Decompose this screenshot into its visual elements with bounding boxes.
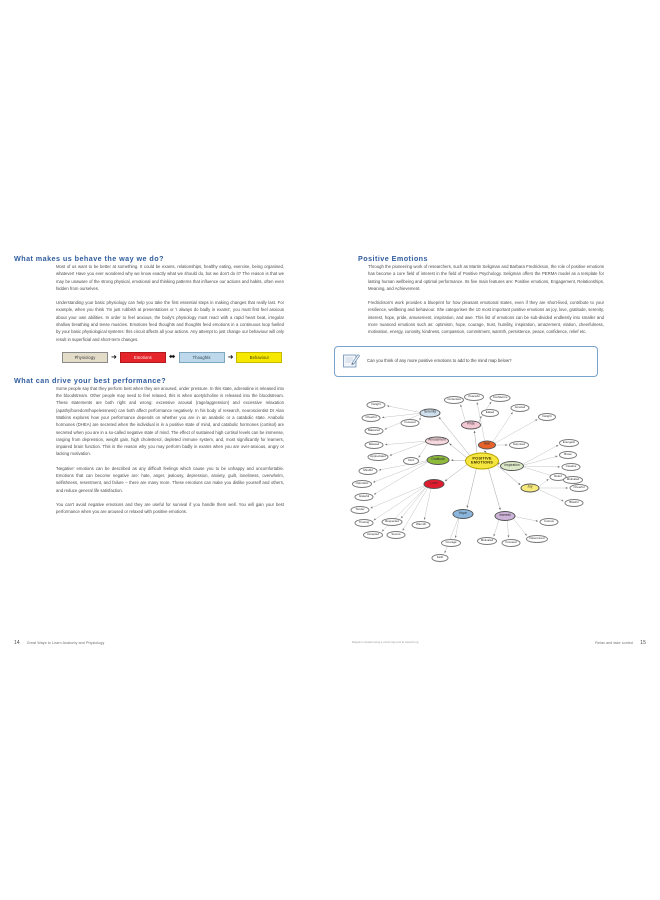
flow-box-thoughts: Thoughts xyxy=(179,352,225,363)
left-body-column-1 xyxy=(56,263,284,343)
mind-map-node: Awe xyxy=(478,440,496,449)
callout-text: Can you think of any more positive emotions to add to the mind map below? xyxy=(367,357,512,363)
mind-map-node: Love xyxy=(424,479,445,489)
footer-right xyxy=(595,640,646,646)
mind-map-node: Relief xyxy=(550,473,567,481)
mind-map-node: Joy xyxy=(521,483,540,492)
mind-map-node: Respected xyxy=(382,518,403,526)
mind-map-node: Cheerful xyxy=(362,414,381,422)
mind-map-node: Contented xyxy=(444,396,464,404)
mind-map-node: Gratitude xyxy=(427,455,450,465)
mind-map-node: Grateful xyxy=(355,493,374,501)
right-page xyxy=(330,255,646,655)
mind-map-node: Appreciated xyxy=(368,453,389,461)
mind-map-node: Optimistic xyxy=(352,480,372,488)
flow-box-physiology: Physiology xyxy=(62,352,108,363)
arrow-bidirectional-icon: ⬌ xyxy=(168,352,176,362)
arrow-right-icon: ➜ xyxy=(111,352,117,361)
page-title-positive-emotions: Positive Emotions xyxy=(358,254,428,263)
mind-map-node: Interest xyxy=(495,511,516,521)
positive-emotions-mind-map xyxy=(330,383,630,588)
mind-map-credit: Diagram created using a mind-map tool at www.ifl.org xyxy=(352,640,419,644)
mind-map-node: Focused xyxy=(401,419,420,427)
page-title-behaviour: What makes us behave the way we do? xyxy=(14,254,164,263)
flow-diagram xyxy=(62,352,330,363)
mind-map-node: Inspiration xyxy=(500,461,524,471)
mind-map-node: Amazed xyxy=(511,404,530,412)
footer-left xyxy=(14,640,104,646)
paragraph: Most of us want to be better at something. It could be exams, relationships, healthy eating, exercise, being organised, whatever! Have you ever wondered why we know exactly what we should do, but we don't do it? The reason is that we may be unaware of the strong physical, emotional and thinking patterns that influence our actions and habits, often even hidden from ourselves. xyxy=(56,263,284,291)
mind-map-node: Cheerful xyxy=(570,484,589,492)
notepad-pencil-icon xyxy=(341,351,361,371)
mind-map-node: Accepted xyxy=(363,531,383,539)
mind-map-node: Hope xyxy=(453,509,474,519)
paragraph: Some people say that they perform best when they are aroused, under pressure. In this state, adrenaline is released into the bloodstream. Other people may need to feel relaxed, this is when acetylcholine is released into the bloodstream. These statements are both right and wrong: excessive arousal (rage/aggression) and excessive relaxation (apathy/boredom/hopelessness) can both affect performance negatively. In his body of research, neuroscientist Dr Alan Watkins explores how your performance depends on whether you are in an anabolic or a catabolic state. Anabolic hormones (DHEA) are secreted when the individual is in a positive state of mind, and catabolic hormones (cortisol) are secreted when you are in a so-called negative state of mind. The effect of sustained high cortisol levels can be immense, ranging from depression, weight gain, high cholesterol, depleted immune system, and, most significantly for learners, impaired brain function. This is the reason why you may perform badly in exams when you are over-anxious, angry or lacking motivation. xyxy=(56,385,284,457)
mind-map-node: Peaceful xyxy=(464,393,484,401)
right-body-column xyxy=(368,263,604,336)
page-number: 15 xyxy=(640,640,646,646)
mind-map-node: Motivated xyxy=(477,537,497,545)
mind-map-node: Warmth xyxy=(412,521,431,529)
paragraph: Understanding your basic physiology can help you take the first essential steps in making changes that really last. For example, when you think 'I'm just rubbish at presentations or 'I always do badly in exams', you must first feel anxious about your own abilities. In order to feel anxious, the body's physiology must react with a rapid heart beat, irregular shallow breathing and tense muscles. Emotions feed thoughts and thoughts feed emotions in a continuous loop fuelled by your basic physiological systems: this circuit affects all your actions. Any attempt to just change our behaviour will only result in superficial and short-term changes. xyxy=(56,300,284,342)
page-number: 14 xyxy=(14,640,20,646)
mind-map-node: Delight xyxy=(367,401,386,409)
mind-map-node: Delight xyxy=(538,413,556,421)
mind-map-node: Creative xyxy=(562,463,581,471)
mind-map-node: Serenity xyxy=(420,408,441,417)
mind-map-node: Motivated xyxy=(563,476,583,484)
mind-map-node: Relaxed xyxy=(365,441,384,449)
footer-title: Relax and take control xyxy=(595,641,634,645)
mind-map-node: Confidence xyxy=(490,394,511,402)
mind-map-node: Energetic xyxy=(559,439,579,447)
flow-box-behaviour: Behaviour xyxy=(236,352,282,363)
mind-map-center-node: POSITIVE EMOTIONS xyxy=(465,452,499,469)
mind-map-node: Faith xyxy=(432,554,449,562)
left-page xyxy=(14,255,330,655)
mind-map-node: Blissful xyxy=(565,499,584,507)
paragraph: Fredrickson's work provides a blueprint for how pleasant emotional states, even if they are short-lived, contribute to your resilience, wellbeing and behaviour. She categorises the 10 most important positive emotions as joy, love, gratitude, serenity, interest, hope, pride, amusement, inspiration, and awe. This list of emotions can be sub-divided endlessly into smaller and more nuanced emotions such as: optimism, hope, courage, trust, humility, inspiration, amazement, elation, cheerfulness, motivation, energy, curiosity, kindness, compassion, commitment, warmth, persistence, peace, confidence, relief etc. xyxy=(368,300,604,335)
mind-map-node: Kind xyxy=(403,457,419,465)
paragraph: 'Negative' emotions can be described as any difficult feelings which cause you to be unhappy and uncomfortable. Emotions that can become negative are: hate, anger, jealousy, depression, anxiety, guilt, loneliness, overwhelm, selfishness, resentment, and failure – there are many more. These emotions can make you dislike yourself and others, and reduce general life satisfaction. xyxy=(56,465,284,493)
paragraph: You can't avoid negative emotions and they are useful for survival if you handle them well. You will gain your best performance when you are aroused or relaxed with positive emotions. xyxy=(56,501,284,515)
mind-map-node: Amusement xyxy=(425,436,449,445)
flow-box-emotions: Emotions xyxy=(120,352,166,363)
mind-map-node: Pride xyxy=(461,420,481,429)
paragraph: Through the pioneering work of researchers, such as Martin Seligman and Barbara Fredrickson, the role of positive emotions has become a core field of interest in the field of Positive Psychology. Seligman offers the PERMA model as a template for lasting human wellbeing and optimal performance. Its five main features are: Positive emotions, Engagement, Relationships, Meaning, and Achievement. xyxy=(368,263,604,291)
mind-map-node: Brave xyxy=(559,451,577,459)
mind-map-node: Balanced xyxy=(365,427,384,435)
left-body-column-2 xyxy=(56,385,284,516)
mind-map-node: Surprised xyxy=(509,441,529,449)
mind-map-node: Mindful xyxy=(359,467,378,475)
mind-map-node: Trusting xyxy=(355,519,374,527)
mind-map-node: Courage xyxy=(441,539,461,547)
activity-callout-box xyxy=(334,346,598,377)
mind-map-node: Determined xyxy=(526,535,548,543)
mind-map-node: Tender xyxy=(351,506,370,514)
page-title-performance: What can drive your best performance? xyxy=(14,375,167,385)
mind-map-node: Curious xyxy=(540,518,559,526)
mind-map-node: Elated xyxy=(481,409,499,417)
arrow-right-icon: ➜ xyxy=(227,352,234,361)
mind-map-node: Focused xyxy=(502,539,521,547)
mind-map-node: Secure xyxy=(387,531,406,539)
footer-title: Great Ways to Learn Anatomy and Physiology xyxy=(26,641,105,645)
